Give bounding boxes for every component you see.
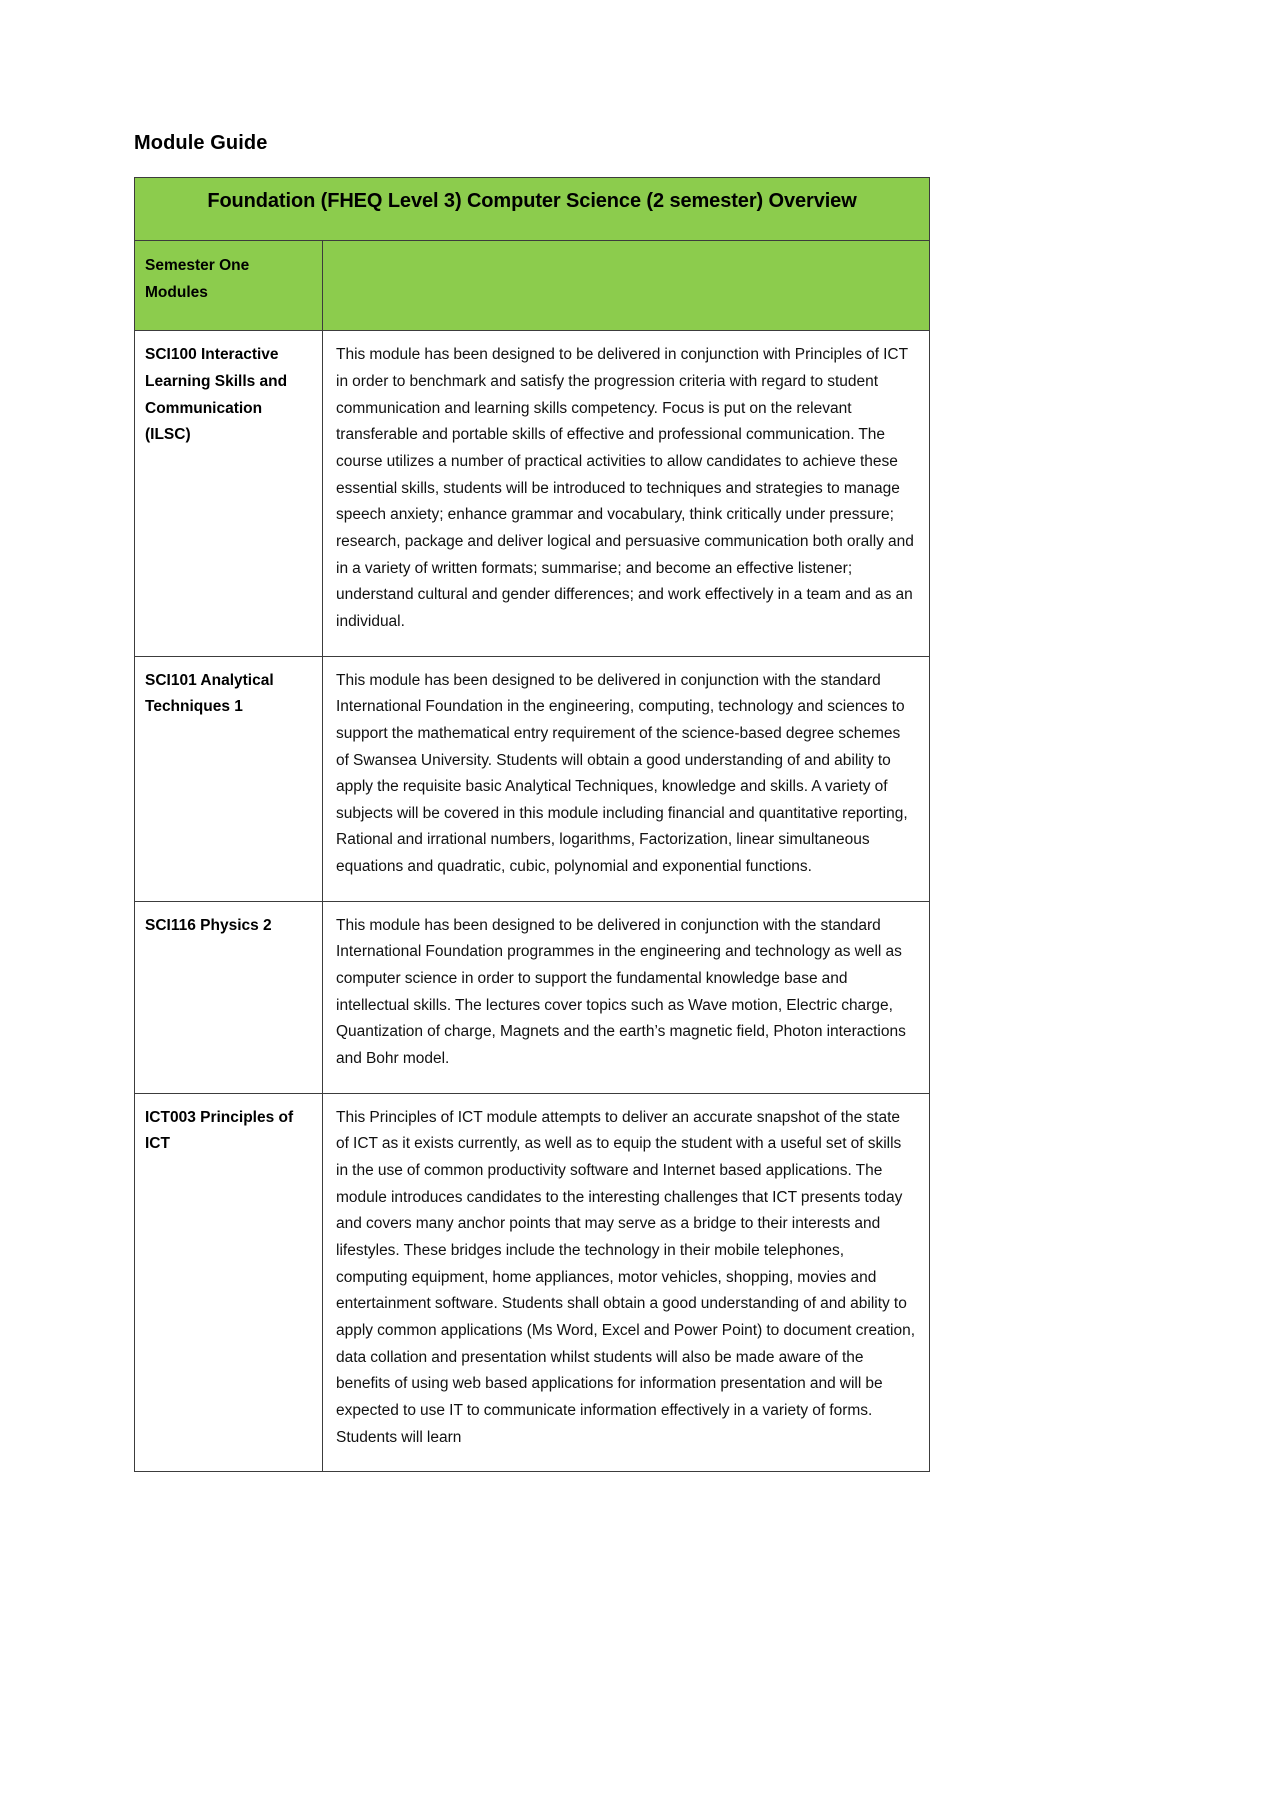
module-code: SCI101 Analytical Techniques 1 — [145, 671, 274, 716]
table-row — [135, 1093, 930, 1472]
module-description: This module has been designed to be delivered in conjunction with the standard International Foundation in the engineering, computing, technology and sciences to support the mathematical entry requirement of the science-based degree schemes of Swansea University. Students will obtain a good understanding of and ability to apply the requisite basic Analytical Techniques, knowledge and skills. A variety of subjects will be covered in this module including financial and quantitative reporting, Rational and irrational numbers, logarithms, Factorization, linear simultaneous equations and quadratic, cubic, polynomial and exponential functions. — [336, 671, 908, 876]
module-code-cell — [135, 1093, 323, 1472]
table-banner-cell — [135, 178, 930, 241]
module-code-cell — [135, 901, 323, 1093]
page-title: Module Guide — [134, 132, 268, 154]
table-section-header-row — [135, 241, 930, 331]
module-description: This module has been designed to be delivered in conjunction with the standard International Foundation programmes in the engineering and technology as well as computer science in order to support the fundamental knowledge base and intellectual skills. The lectures cover topics such as Wave motion, Electric charge, Quantization of charge, Magnets and the earth’s magnetic field, Photon interactions and Bohr model. — [336, 916, 906, 1068]
table-row — [135, 901, 930, 1093]
module-description: This module has been designed to be delivered in conjunction with Principles of ICT in order to benchmark and satisfy the progression criteria with regard to student communication and learning skills competency. Focus is put on the relevant transferable and portable skills of effective and professional communication. The course utilizes a number of practical activities to allow candidates to achieve these essential skills, students will be introduced to techniques and strategies to manage speech anxiety; enhance grammar and vocabulary, think critically under pressure; research, package and deliver logical and persuasive communication both orally and in a variety of written formats; summarise; and become an effective listener; understand cultural and gender differences; and work effectively in a team and as an individual. — [336, 346, 914, 630]
module-code-cell — [135, 331, 323, 656]
module-description-cell — [323, 901, 930, 1093]
module-description: This Principles of ICT module attempts to deliver an accurate snapshot of the state of ICT as it exists currently, as well as to equip the student with a useful set of skills in the use of common productivity software and Internet based applications. The module introduces candidates to the interesting challenges that ICT presents today and covers many anchor points that may serve as a bridge to their interests and lifestyles. These bridges include the technology in their mobile telephones, computing equipment, home appliances, motor vehicles, shopping, movies and entertainment software. Students shall obtain a good understanding of and ability to apply common applications (Ms Word, Excel and Power Point) to document creation, data collation and presentation whilst students will also be made aware of the benefits of using web based applications for information presentation and will be expected to use IT to communicate information effectively in a variety of forms. Students will learn — [336, 1108, 916, 1446]
table-banner-row — [135, 178, 930, 241]
table-body — [135, 178, 930, 1472]
table-banner-text: Foundation (FHEQ Level 3) Computer Science (2 semester) Overview — [207, 190, 857, 212]
module-overview-table — [134, 177, 930, 1472]
table-row — [135, 656, 930, 901]
table-row — [135, 331, 930, 656]
section-header-label-cell — [135, 241, 323, 331]
module-code: SCI116 Physics 2 — [145, 916, 272, 934]
section-header-blank-cell — [323, 241, 930, 331]
module-description-cell — [323, 656, 930, 901]
module-code: SCI100 Interactive Learning Skills and Communication (ILSC) — [145, 346, 288, 444]
section-header-label: Semester One Modules — [145, 257, 250, 301]
module-description-cell — [323, 1093, 930, 1472]
module-description-cell — [323, 331, 930, 656]
module-code: ICT003 Principles of ICT — [145, 1108, 294, 1153]
module-code-cell — [135, 656, 323, 901]
